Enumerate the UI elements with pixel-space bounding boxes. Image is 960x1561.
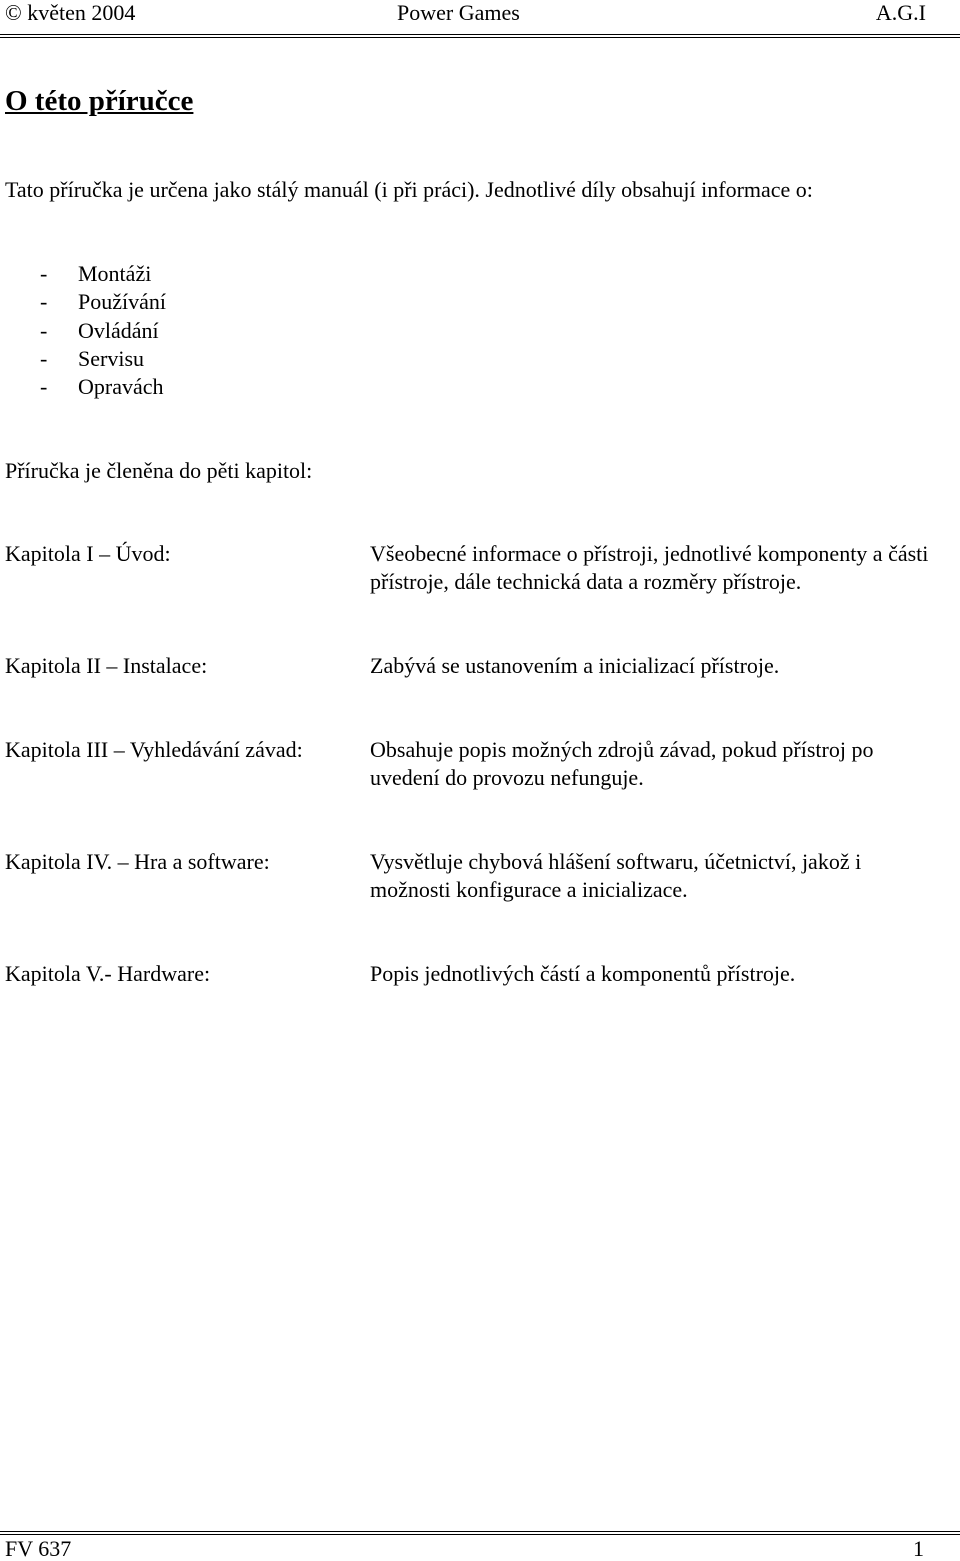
chapter-description: Všeobecné informace o přístroji, jednotlivé komponenty a části přístroje, dále technická data a rozměry přístroje.	[370, 541, 929, 594]
footer-divider	[0, 1531, 960, 1535]
topics-list	[40, 260, 166, 401]
chapter-label: Kapitola IV. – Hra a software:	[5, 849, 270, 874]
list-item	[40, 260, 166, 288]
list-item-text: Opravách	[78, 374, 164, 400]
list-dash: -	[40, 261, 48, 286]
page-header	[0, 0, 960, 28]
intro-paragraph: Tato příručka je určena jako stálý manuál (i při práci). Jednotlivé díly obsahují informace o:	[5, 177, 813, 202]
chapter-label: Kapitola III – Vyhledávání závad:	[5, 737, 303, 762]
list-dash: -	[40, 345, 48, 371]
footer-model: FV 637	[5, 1536, 72, 1561]
list-dash: -	[40, 317, 48, 343]
chapter-description: Popis jednotlivých částí a komponentů přístroje.	[370, 961, 796, 986]
header-company: Power Games	[397, 0, 520, 25]
list-item-text: Servisu	[78, 345, 144, 371]
page-number: 1	[913, 1536, 924, 1561]
header-date: © květen 2004	[5, 0, 136, 25]
header-code: A.G.I	[875, 0, 926, 25]
header-divider	[0, 34, 960, 38]
list-item	[40, 373, 166, 401]
list-dash: -	[40, 374, 48, 400]
chapter-description: Vysvětluje chybová hlášení softwaru, účetnictví, jakož i možnosti konfigurace a inicializace.	[370, 849, 862, 902]
chapter-label: Kapitola II – Instalace:	[5, 653, 208, 678]
list-item-text: Používání	[78, 289, 166, 315]
list-item-text: Montáži	[78, 261, 152, 286]
list-item-text: Ovládání	[78, 317, 159, 343]
chapters-intro: Příručka je členěna do pěti kapitol:	[5, 458, 313, 483]
chapter-label: Kapitola V.- Hardware:	[5, 961, 211, 986]
list-item	[40, 288, 166, 316]
chapter-label: Kapitola I – Úvod:	[5, 541, 171, 566]
list-item	[40, 345, 166, 373]
chapter-description: Obsahuje popis možných zdrojů závad, pokud přístroj po uvedení do provozu nefunguje.	[370, 737, 874, 790]
page-title: O této příručce	[5, 85, 194, 117]
list-dash: -	[40, 289, 48, 315]
chapter-description: Zabývá se ustanovením a inicializací přístroje.	[370, 653, 780, 678]
list-item	[40, 317, 166, 345]
